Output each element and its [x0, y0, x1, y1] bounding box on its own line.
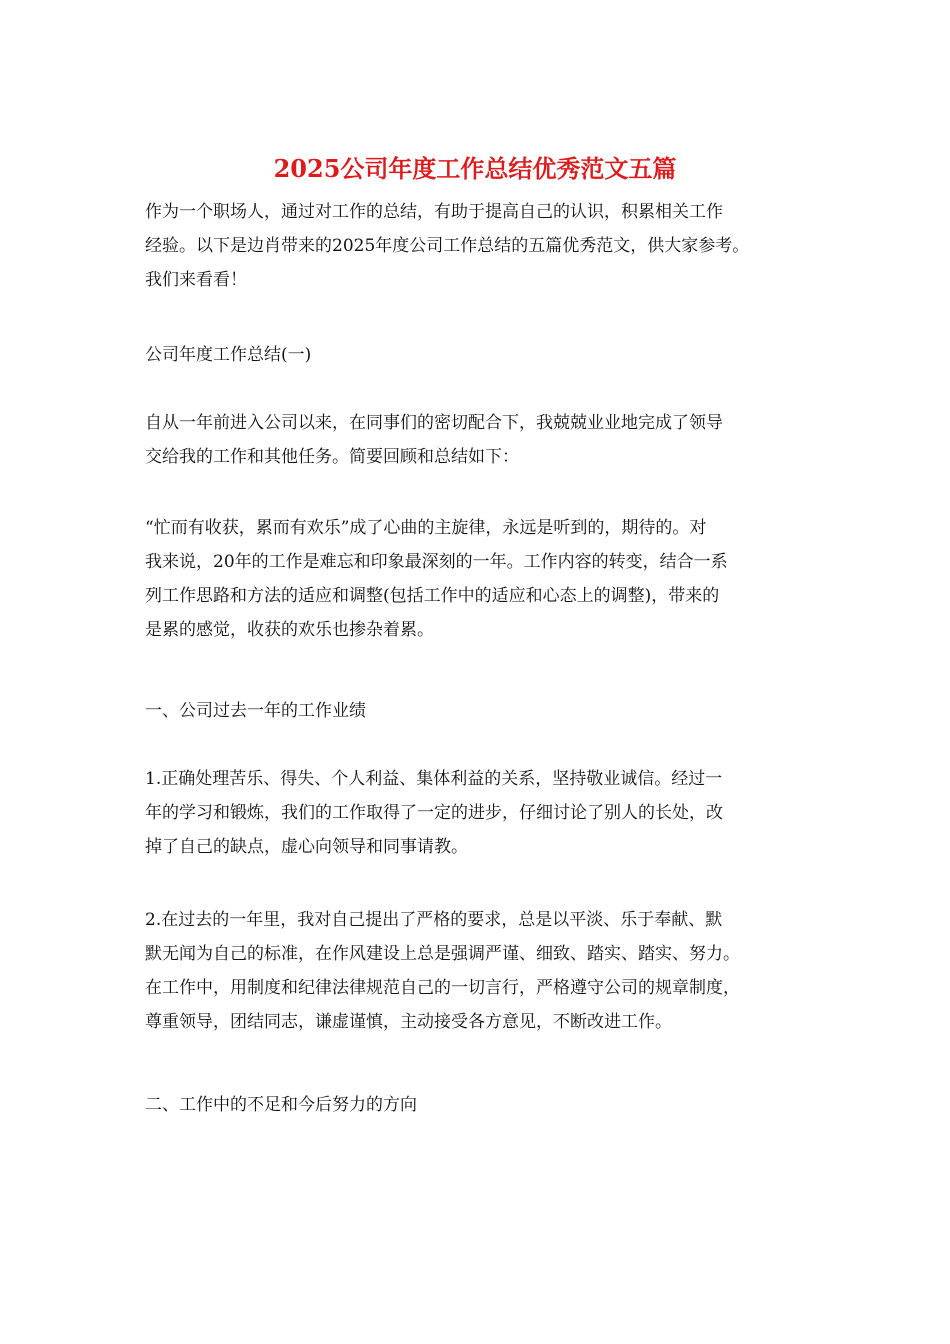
document-title: 2025公司年度工作总结优秀范文五篇: [273, 154, 677, 183]
paragraph-line: 我来说，20年的工作是难忘和印象最深刻的一年。工作内容的转变，结合一系: [145, 552, 728, 572]
paragraph-2: [145, 511, 835, 647]
section-heading: [145, 338, 835, 372]
intro-line: 经验。以下是边肖带来的2025年度公司工作总结的五篇优秀范文，供大家参考。: [145, 236, 750, 256]
item-line: 尊重领导，团结同志，谦虚谨慎，主动接受各方意见，不断改进工作。: [145, 1012, 672, 1032]
intro-line: 我们来看看！: [145, 270, 247, 290]
heading-2: [145, 1088, 835, 1122]
heading-1: [145, 694, 835, 728]
paragraph-line: 交给我的工作和其他任务。简要回顾和总结如下：: [145, 447, 519, 467]
item-2: [145, 903, 835, 1039]
section-heading-text: 公司年度工作总结(一): [145, 345, 312, 365]
paragraph-line: 是累的感觉，收获的欢乐也掺杂着累。: [145, 620, 434, 640]
paragraph-line: 自从一年前进入公司以来，在同事们的密切配合下，我兢兢业业地完成了领导: [145, 413, 723, 433]
heading-2-text: 二、工作中的不足和今后努力的方向: [145, 1095, 417, 1115]
item-1: [145, 762, 835, 864]
heading-1-text: 一、公司过去一年的工作业绩: [145, 701, 366, 721]
paragraph-1: [145, 406, 835, 474]
item-line: 在工作中，用制度和纪律法律规范自己的一切言行，严格遵守公司的规章制度，: [145, 978, 740, 998]
paragraph-line: 列工作思路和方法的适应和调整(包括工作中的适应和心态上的调整)，带来的: [145, 586, 720, 606]
item-line: 掉了自己的缺点，虚心向领导和同事请教。: [145, 837, 468, 857]
item-line: 2.在过去的一年里，我对自己提出了严格的要求，总是以平淡、乐于奉献、默: [145, 910, 723, 930]
item-line: 默无闻为自己的标准，在作风建设上总是强调严谨、细致、踏实、踏实、努力。: [145, 944, 740, 964]
paragraph-line: “忙而有收获，累而有欢乐”成了心曲的主旋律，永远是听到的，期待的。对: [145, 518, 707, 538]
item-line: 1.正确处理苦乐、得失、个人利益、集体利益的关系，坚持敬业诚信。经过一: [145, 769, 723, 789]
intro-line: 作为一个职场人，通过对工作的总结，有助于提高自己的认识，积累相关工作: [145, 202, 723, 222]
item-line: 年的学习和锻炼，我们的工作取得了一定的进步，仔细讨论了别人的长处，改: [145, 803, 723, 823]
intro-paragraph: [145, 195, 835, 297]
